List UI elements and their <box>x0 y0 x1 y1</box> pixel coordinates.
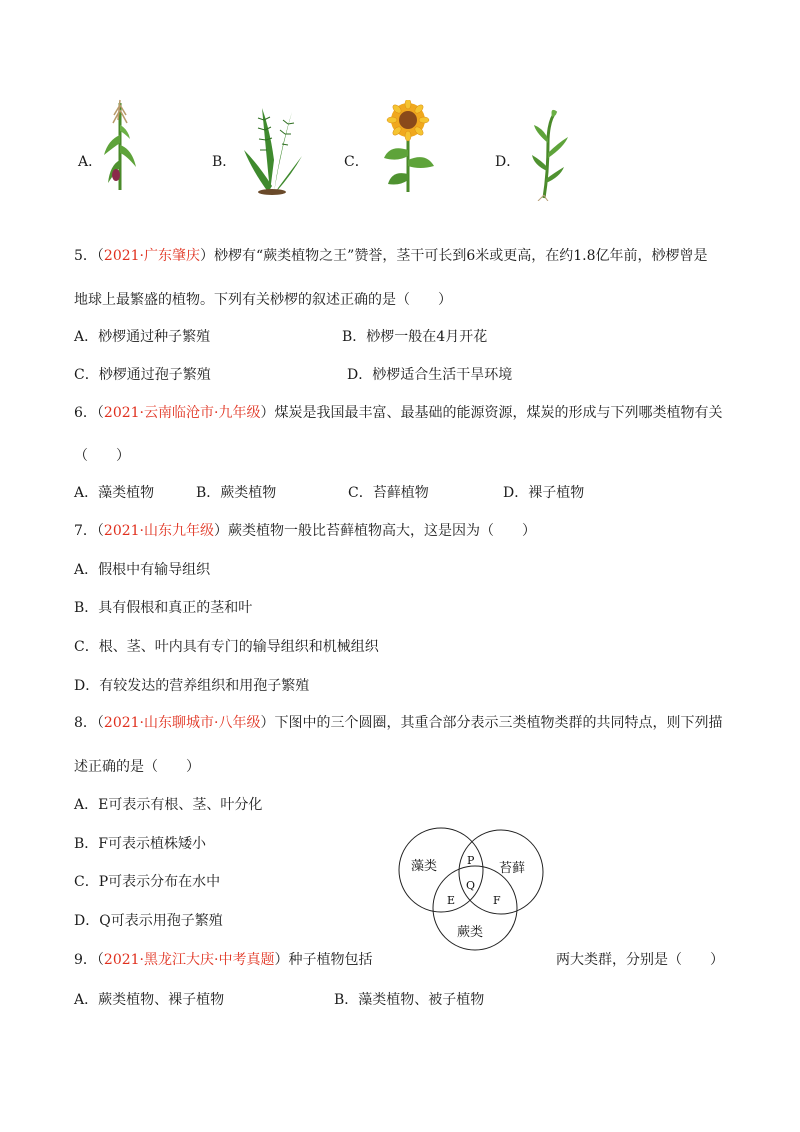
q9-stem-text1: 种子植物包括 <box>288 952 373 968</box>
q6-stem-text1: 煤炭是我国最丰富、最基础的能源资源，煤炭的形成与下列哪类植物有关 <box>274 405 723 421</box>
q9-option-b: B．藻类植物、被子植物 <box>334 992 485 1008</box>
q7-source-close: ） <box>214 523 229 539</box>
q8-stem-line2: 述正确的是（ ） <box>74 759 200 775</box>
q9-source: 2021·黑龙江大庆·中考真题 <box>103 952 275 968</box>
q6-option-b: B．蕨类植物 <box>196 485 277 501</box>
q7-option-a: A．假根中有输导组织 <box>74 562 211 578</box>
q8-source-open: （ <box>96 715 104 731</box>
fern-label: 蕨类 <box>457 925 484 940</box>
sunflower-plant-icon <box>378 100 438 195</box>
q7-option-c: C．根、茎、叶内具有专门的输导组织和机械组织 <box>74 639 379 655</box>
q7-stem-text1: 蕨类植物一般比苔藓植物高大，这是因为（ ） <box>228 523 537 539</box>
venn-f-label: F <box>493 894 501 907</box>
q5-option-c: C．桫椤通过孢子繁殖 <box>74 367 211 383</box>
q8-stem-text1: 下图中的三个圆圈，其重合部分表示三类植物类群的共同特点，则下列描 <box>274 715 723 731</box>
q9-stem-text2: 两大类群，分别是（ ） <box>556 952 724 968</box>
q8-option-b: B．F可表示植株矮小 <box>74 836 207 852</box>
q7-source-open: （ <box>96 523 104 539</box>
q8-option-c: C．P可表示分布在水中 <box>74 874 221 890</box>
venn-diagram <box>395 820 555 955</box>
q5-option-a: A．桫椤通过种子繁殖 <box>74 329 211 345</box>
q6-option-c: C．苔藓植物 <box>348 485 429 501</box>
q5-option-b: B．桫椤一般在4月开花 <box>342 329 488 345</box>
q8-source: 2021·山东聊城市·八年级 <box>103 715 261 731</box>
q7-source: 2021·山东九年级 <box>103 523 215 539</box>
q8-number: 8． <box>74 715 97 731</box>
venn-p-label: P <box>467 854 475 867</box>
q8-source-close: ） <box>260 715 275 731</box>
q9-source-open: （ <box>96 952 104 968</box>
q7-stem-line1 <box>74 520 536 540</box>
q5-source-close: ） <box>200 248 215 264</box>
q5-stem-line1 <box>74 245 708 265</box>
q4-option-a-label: A． <box>78 154 103 170</box>
q8-option-d: D．Q可表示用孢子繁殖 <box>74 913 223 929</box>
seedling-plant-icon <box>530 103 570 201</box>
moss-label: 苔藓 <box>499 861 526 876</box>
q7-number: 7． <box>74 523 97 539</box>
q7-option-b: B．具有假根和真正的茎和叶 <box>74 600 253 616</box>
q9-stem-line1 <box>74 949 372 969</box>
venn-e-label: E <box>447 894 456 907</box>
algae-label: 藻类 <box>411 859 438 874</box>
q5-number: 5． <box>74 248 97 264</box>
q5-stem-line2: 地球上最繁盛的植物。下列有关桫椤的叙述正确的是（ ） <box>74 292 452 308</box>
venn-q-label: Q <box>466 879 476 892</box>
q6-stem-line2: （ ） <box>74 448 130 464</box>
q9-number: 9． <box>74 952 97 968</box>
q8-option-a: A．E可表示有根、茎、叶分化 <box>74 797 263 813</box>
q4-option-d-label: D． <box>495 154 521 170</box>
q9-source-close: ） <box>274 952 289 968</box>
q5-source: 2021·广东肇庆 <box>103 248 201 264</box>
q6-source-open: （ <box>96 405 104 421</box>
corn-plant-icon <box>100 95 140 195</box>
q6-option-d: D．裸子植物 <box>503 485 585 501</box>
q6-option-a: A．藻类植物 <box>74 485 155 501</box>
q6-source: 2021·云南临沧市·九年级 <box>103 405 261 421</box>
fern-plant-icon <box>240 100 310 200</box>
q5-source-open: （ <box>96 248 104 264</box>
q6-number: 6． <box>74 405 97 421</box>
q5-option-d: D．桫椤适合生活干旱环境 <box>347 367 513 383</box>
q9-option-a: A．蕨类植物、裸子植物 <box>74 992 225 1008</box>
q8-stem-line1 <box>74 712 722 732</box>
q7-option-d: D．有较发达的营养组织和用孢子繁殖 <box>74 678 310 694</box>
q4-option-b-label: B． <box>212 154 237 170</box>
q6-source-close: ） <box>260 405 275 421</box>
q5-stem-text1: 桫椤有“蕨类植物之王”赞誉，茎干可长到6米或更高，在约1.8亿年前，桫椤曾是 <box>214 248 708 264</box>
q4-option-c-label: C． <box>344 154 369 170</box>
q6-stem-line1 <box>74 402 722 422</box>
